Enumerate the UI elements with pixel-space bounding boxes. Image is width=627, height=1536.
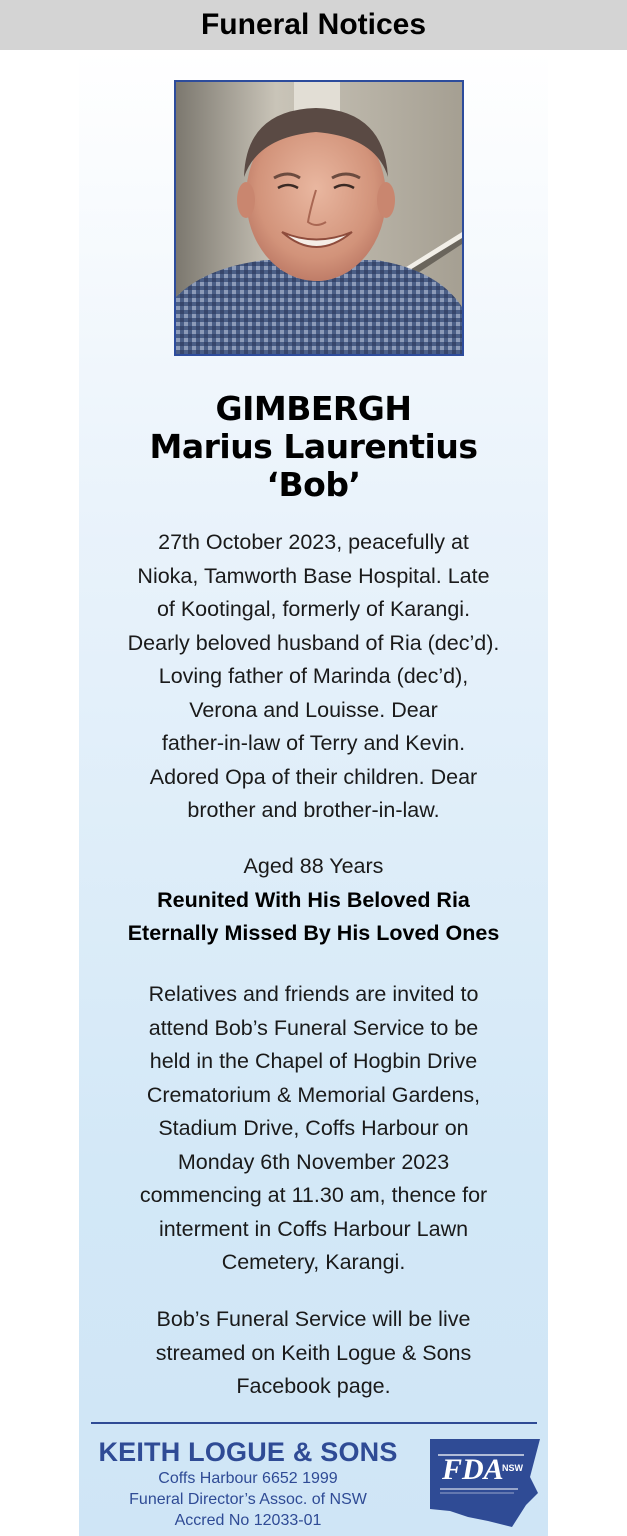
text-line: Bob’s Funeral Service will be live <box>156 1307 471 1331</box>
text-line: father-in-law of Terry and Kevin. <box>161 731 466 755</box>
text-line: commencing at 11.30 am, thence for <box>139 1183 488 1207</box>
text-line: Stadium Drive, Coffs Harbour on <box>158 1116 469 1140</box>
age-line: Aged 88 Years <box>243 854 384 878</box>
header-bar <box>0 0 627 50</box>
logo-text: FDA <box>442 1453 504 1486</box>
age-and-tributes <box>87 850 540 951</box>
surname: GIMBERGH <box>215 389 412 428</box>
association-name: Funeral Director’s Assoc. of NSW <box>129 1491 367 1508</box>
livestream-note <box>87 1303 540 1404</box>
tribute-line: Reunited With His Beloved Ria <box>157 887 470 912</box>
text-line: Verona and Louisse. Dear <box>189 697 438 722</box>
text-line: Crematorium & Memorial Gardens, <box>146 1082 481 1107</box>
portrait-photo <box>174 80 464 356</box>
given-names: Marius Laurentius <box>149 427 478 466</box>
tribute-line: Eternally Missed By His Loved Ones <box>127 921 500 945</box>
text-line: held in the Chapel of Hogbin Drive <box>149 1049 478 1073</box>
text-line: Dearly beloved husband of Ria (dec’d). <box>127 630 500 655</box>
portrait-photo-icon <box>176 82 462 354</box>
deceased-name <box>79 390 548 504</box>
fda-nsw-logo-icon <box>428 1435 542 1531</box>
funeral-director-info <box>91 1436 405 1531</box>
death-details <box>87 526 540 828</box>
nickname: ‘Bob’ <box>266 465 361 504</box>
text-line: Adored Opa of their children. Dear <box>149 764 478 789</box>
footer-divider <box>91 1422 537 1424</box>
funeral-notice <box>79 50 548 1536</box>
text-line: Loving father of Marinda (dec’d), <box>158 664 469 688</box>
text-line: attend Bob’s Funeral Service to be <box>148 1015 479 1040</box>
text-line: streamed on Keith Logue & Sons <box>155 1340 472 1365</box>
service-details <box>87 978 540 1280</box>
text-line: Cemetery, Karangi. <box>221 1250 406 1274</box>
text-line: 27th October 2023, peacefully at <box>158 530 469 554</box>
text-line: Monday 6th November 2023 <box>177 1149 450 1174</box>
text-line: Nioka, Tamworth Base Hospital. Late <box>137 563 490 588</box>
text-line: brother and brother-in-law. <box>187 798 440 822</box>
company-name: KEITH LOGUE & SONS <box>98 1437 398 1467</box>
page-title: Funeral Notices <box>200 8 427 41</box>
text-line: of Kootingal, formerly of Karangi. <box>156 597 471 621</box>
company-phone: Coffs Harbour 6652 1999 <box>158 1470 338 1487</box>
text-line: interment in Coffs Harbour Lawn <box>158 1216 469 1241</box>
text-line: Relatives and friends are invited to <box>148 982 479 1006</box>
accreditation-number: Accred No 12033-01 <box>174 1512 322 1529</box>
logo-subtext: NSW <box>502 1463 523 1473</box>
text-line: Facebook page. <box>236 1374 391 1398</box>
